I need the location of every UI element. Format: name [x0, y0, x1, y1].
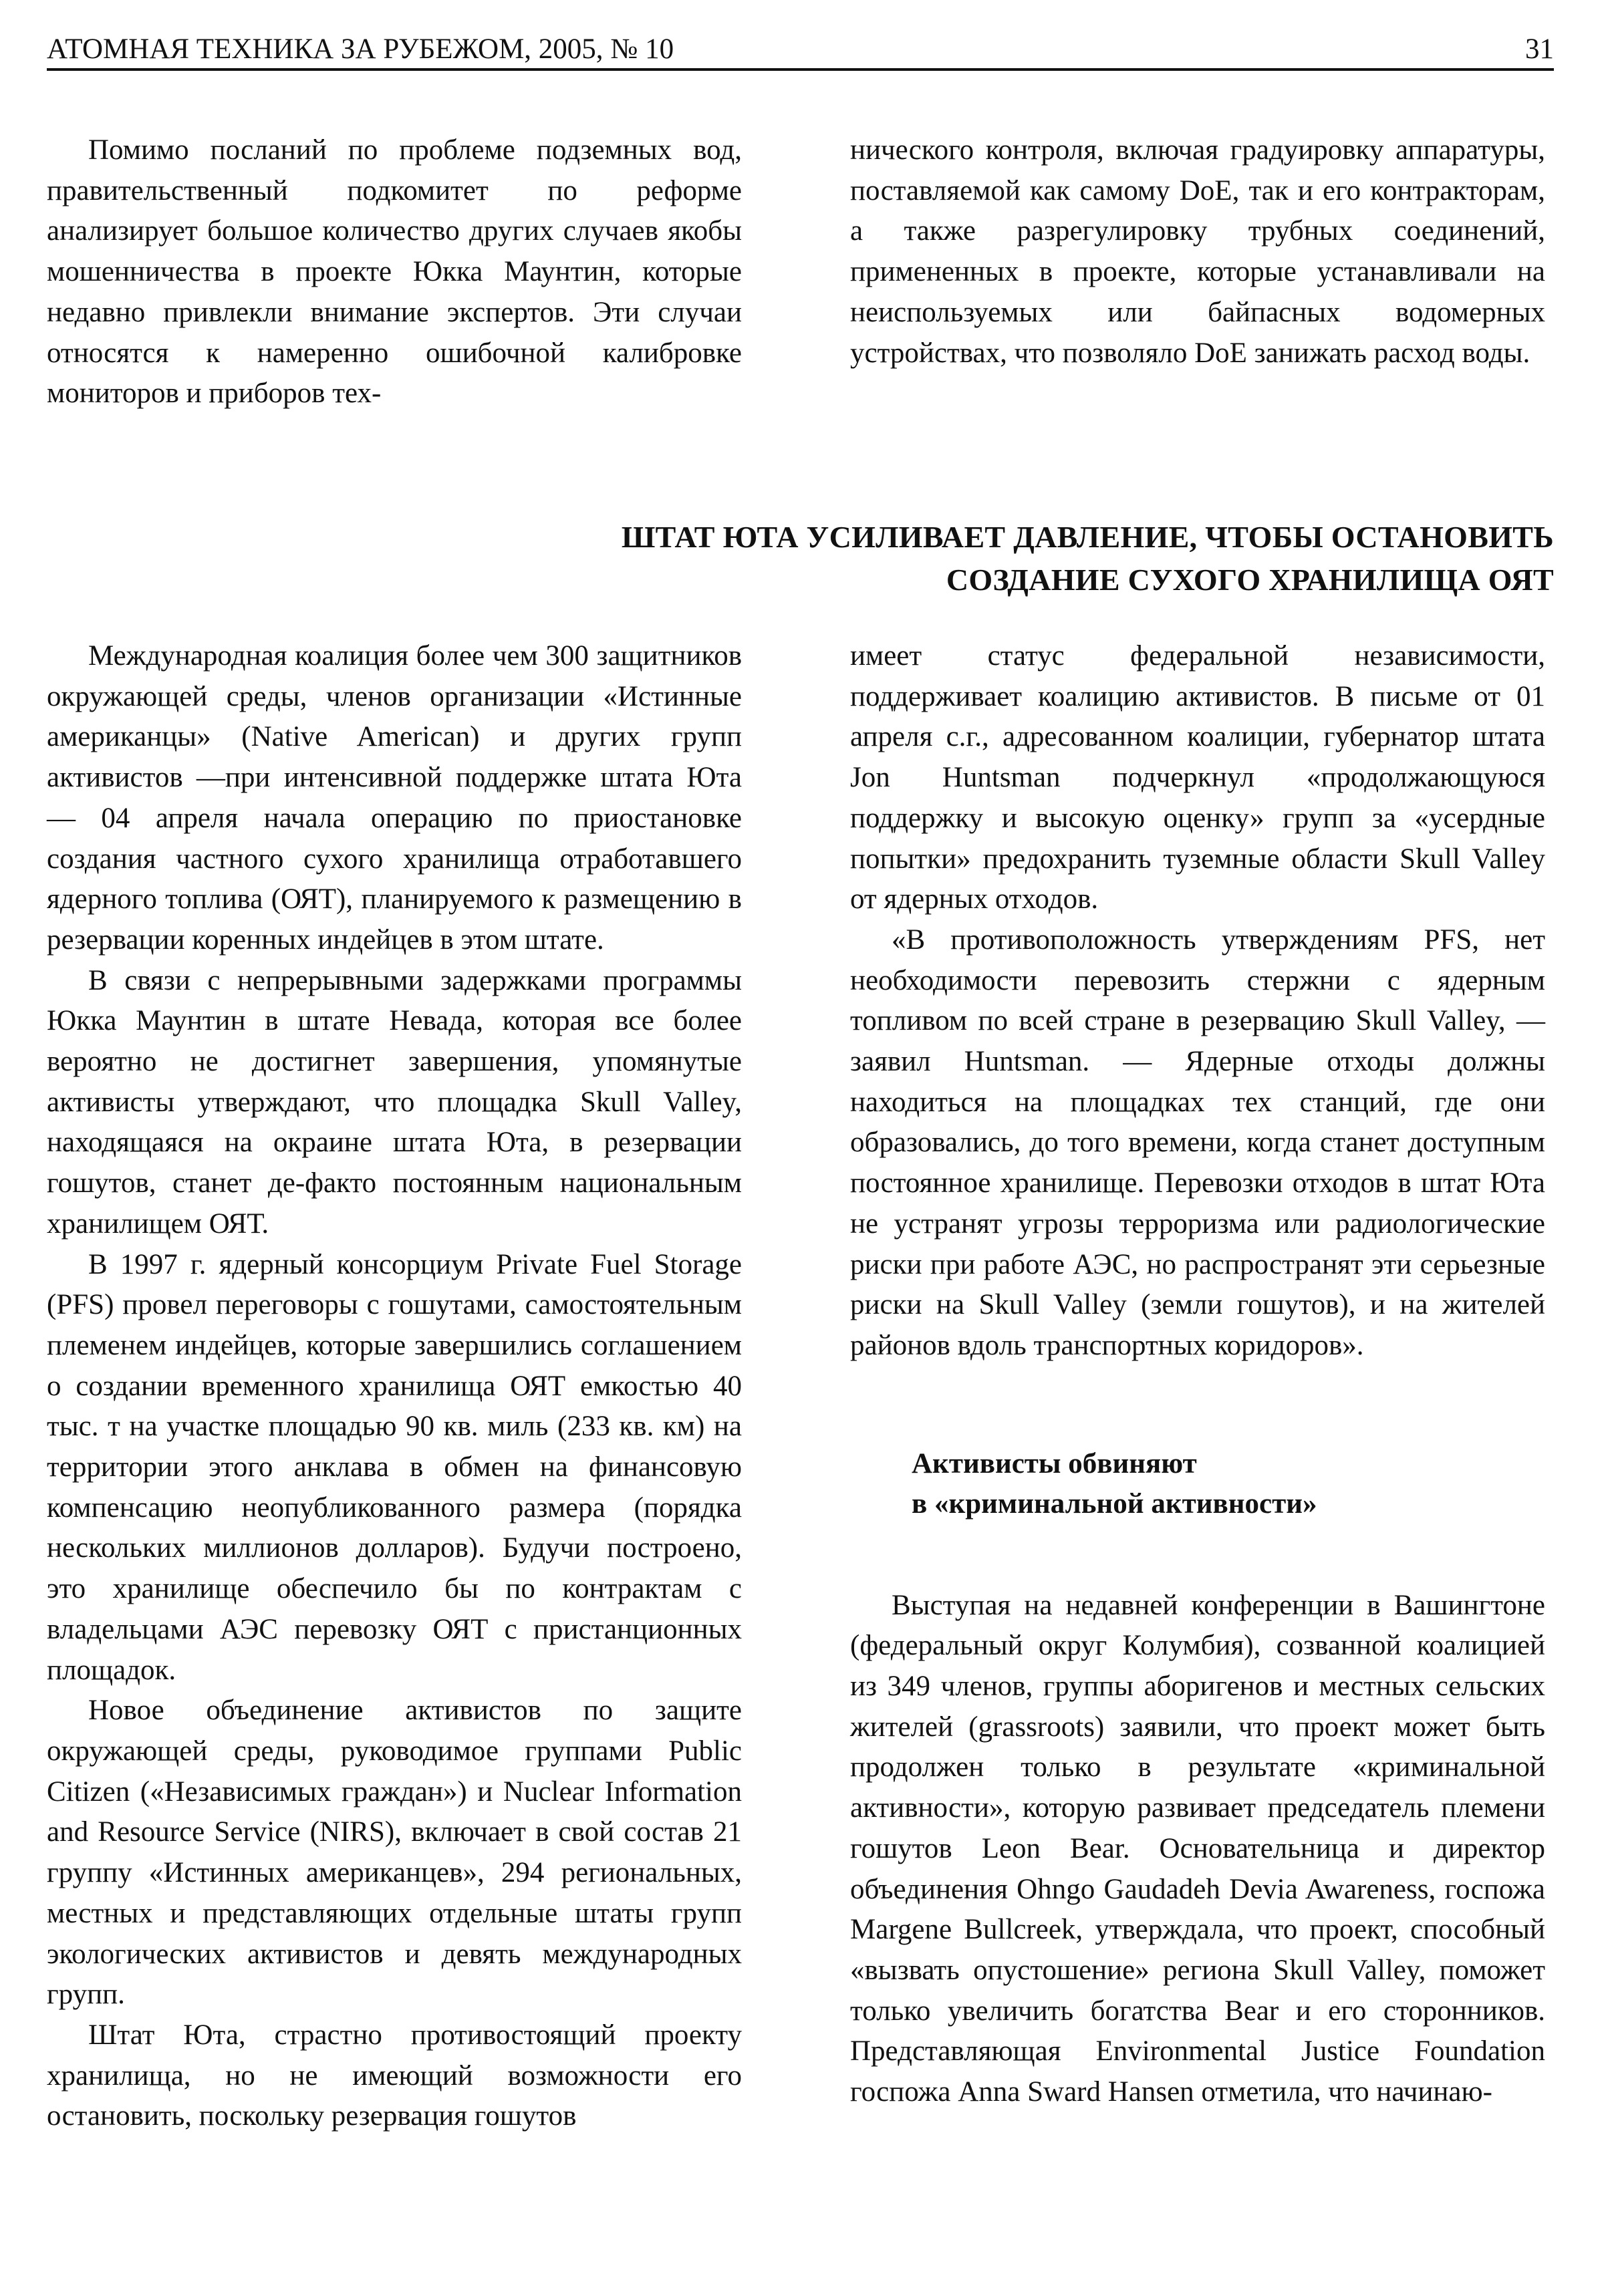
paragraph: «В противоположность утверждениям PFS, нет необходимости перевозить стержни с ядерным топливом по всей стране в резервацию Skull Valley, — заявил Huntsman. — Ядерные отходы должны находиться на площадках тех станций, где они образовались, до того времени, когда станет доступным постоянное хранилище. Перевозки отходов в штат Юта не устранят угрозы терроризма или радиологические риски при работе АЭС, но распространят эти серьезные риски на Skull Valley (земли гошутов), и на жителей районов вдоль транспортных коридоров». — [850, 923, 1545, 1361]
subheading-line-2: в «криминальной активности» — [912, 1487, 1317, 1520]
article-title — [351, 516, 1554, 601]
journal-title: АТОМНАЯ ТЕХНИКА ЗА РУБЕЖОМ, 2005, № 10 — [47, 33, 674, 65]
article-title-line-2: СОЗДАНИЕ СУХОГО ХРАНИЛИЩА ОЯТ — [946, 563, 1554, 597]
article-title-line-1: ШТАТ ЮТА УСИЛИВАЕТ ДАВЛЕНИЕ, ЧТОБЫ ОСТАНОВИТЬ — [621, 520, 1554, 554]
article-left-column — [47, 636, 742, 2137]
running-head — [47, 27, 1554, 71]
section-subheading — [912, 1444, 1545, 1524]
paragraph: Международная коалиция более чем 300 защитников окружающей среды, членов организации «Истинные американцы» (Native American) и других групп активистов —при интенсивной поддержке штата Юта — 04 апреля начала операцию по приостановке создания частного сухого хранилища отработавшего ядерного топлива (ОЯТ), планируемого к размещению в резервации коренных индейцев в этом штате. — [47, 640, 742, 956]
prev-article-right-column — [850, 130, 1545, 374]
subheading-line-1: Активисты обвиняют — [912, 1447, 1197, 1479]
paragraph: Новое объединение активистов по защите окружающей среды, руководимое группами Public Citizen («Независимых граждан») и Nuclear Information and Resource Service (NIRS), включает в свой состав 21 группу «Истинных американцев», 294 региональных, местных и представляющих отдельные штаты групп экологических активистов и девять международных групп. — [47, 1695, 742, 2011]
paragraph: Выступая на недавней конференции в Вашингтоне (федеральный округ Колумбия), созванной коалицией из 349 членов, группы аборигенов и местных сельских жителей (grassroots) заявили, что проект может быть продолжен только в результате «криминальной активности», которую развивает председатель племени гошутов Leon Bear. Основательница и директор объединения Ohngo Gaudadeh Devia Awareness, госпожа Margene Bullcreek, утверждала, что проект, способный «вызвать опустошение» региона Skull Valley, поможет только увеличить богатства Bear и его сторонников. Представляющая Environmental Justice Foundation госпожа Anna Sward Hansen отметила, что начинаю- — [850, 1589, 1545, 2108]
prev-article-paragraph-continued: нического контроля, включая градуировку аппаратуры, поставляемой как самому DoE, так и его контракторам, а также разрегулировку трубных соединений, примененных в проекте, которые устанавливали на неиспользуемых или байпасных водомерных устройствах, что позволяло DoE занижать расход воды. — [850, 134, 1545, 369]
paragraph: В 1997 г. ядерный консорциум Private Fuel Storage (PFS) провел переговоры с гошутами, самостоятельным племенем индейцев, которые завершились соглашением о создании временного хранилища ОЯТ емкостью 40 тыс. т на участке площадью 90 кв. миль (233 кв. км) на территории этого анклава в обмен на финансовую компенсацию неопубликованного размера (порядка нескольких миллионов долларов). Будучи построено, это хранилище обеспечило бы по контрактам с владельцами АЭС перевозку ОЯТ с пристанционных площадок. — [47, 1248, 742, 1686]
paragraph-continued: имеет статус федеральной независимости, поддерживает коалицию активистов. В письме от 01 апреля с.г., адресованном коалиции, губернатор штата Jon Huntsman подчеркнул «продолжающуюся поддержку и высокую оценку» групп за «усердные попытки» предохранить туземные области Skull Valley от ядерных отходов. — [850, 640, 1545, 915]
prev-article-left-column — [47, 130, 742, 414]
paragraph: Штат Юта, страстно противостоящий проекту хранилища, но не имеющий возможности его остановить, поскольку резервация гошутов — [47, 2019, 742, 2132]
paragraph: В связи с непрерывными задержками программы Юкка Маунтин в штате Невада, которая все более вероятно не достигнет завершения, упомянутые активисты утверждают, что площадка Skull Valley, находящаяся на окраине штата Юта, в резервации гошутов, станет де-факто постоянным национальным хранилищем ОЯТ. — [47, 964, 742, 1240]
article-right-column — [850, 636, 1545, 2113]
page-number: 31 — [1525, 33, 1554, 65]
prev-article-paragraph: Помимо посланий по проблеме подземных вод, правительственный подкомитет по реформе анализирует большое количество других случаев якобы мошенничества в проекте Юкка Маунтин, которые недавно привлекли внимание экспертов. Эти случаи относятся к намеренно ошибочной калибровке мониторов и приборов тех- — [47, 134, 742, 410]
